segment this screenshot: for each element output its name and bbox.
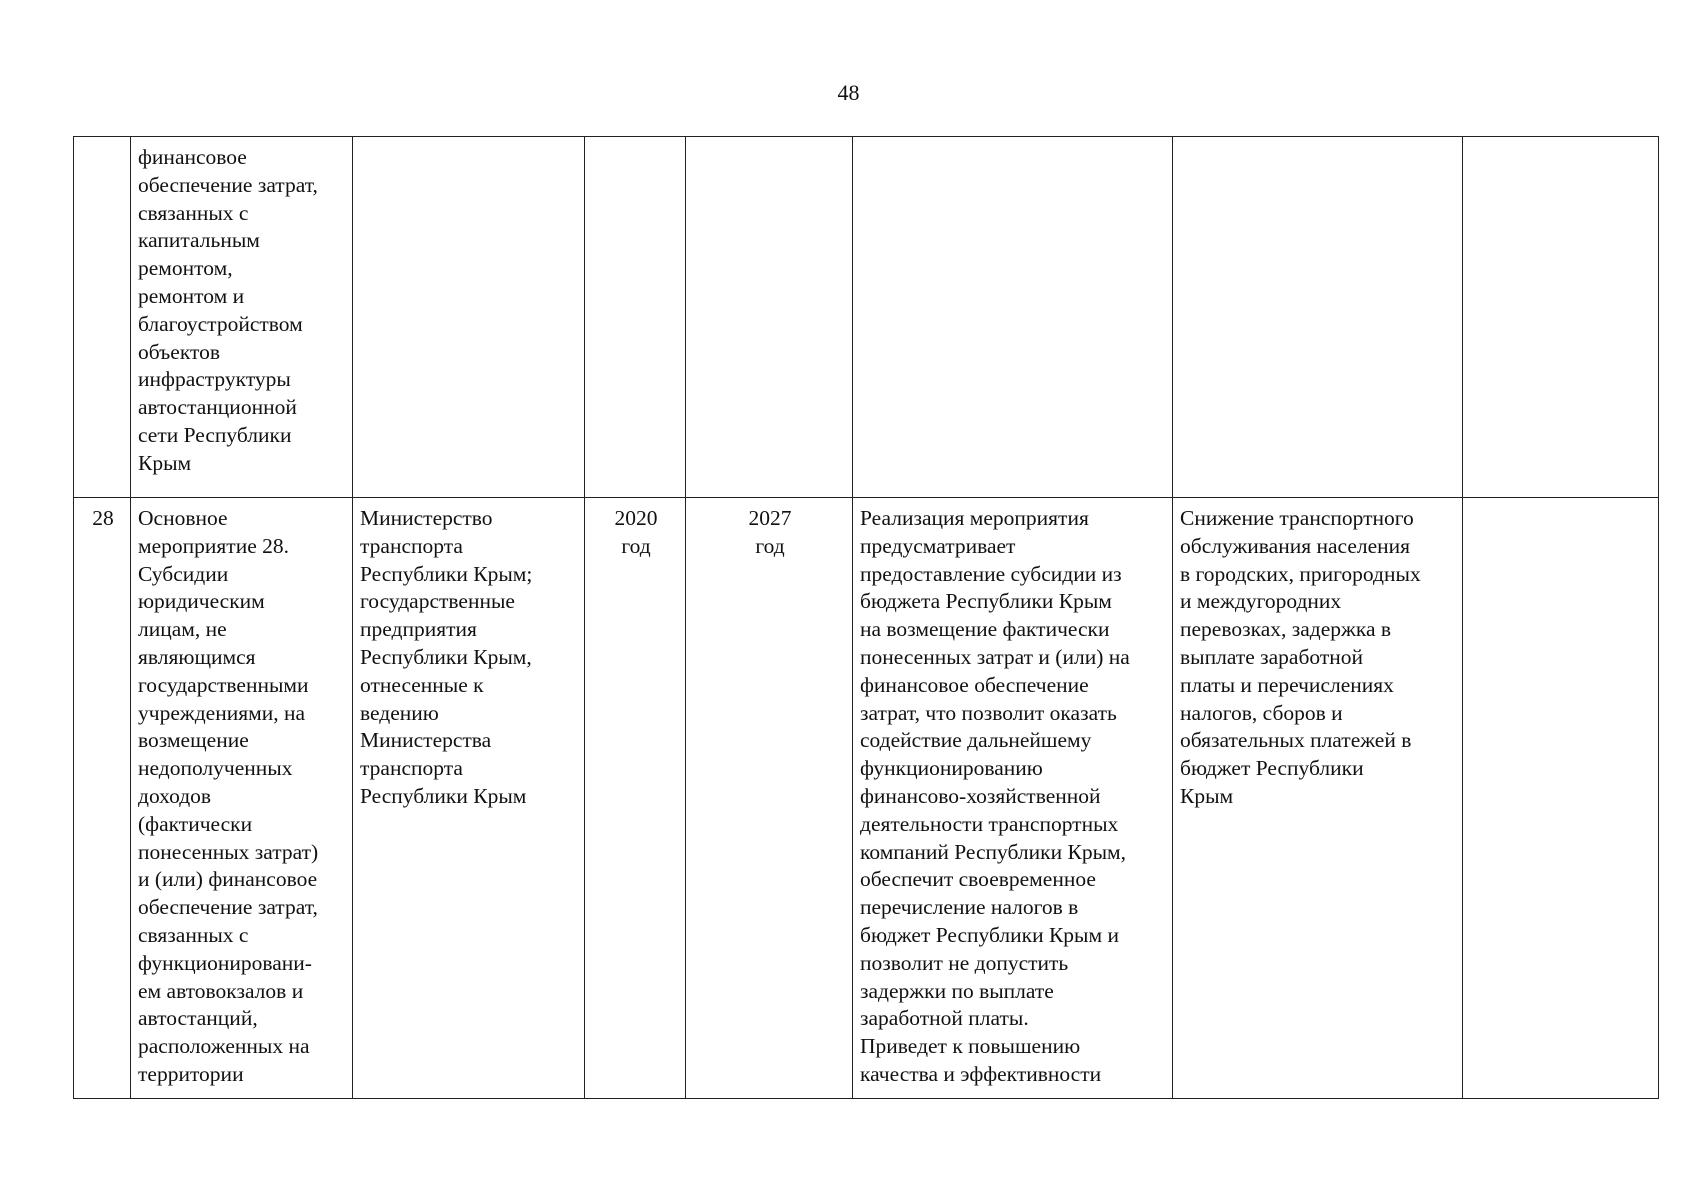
row-number-cell xyxy=(74,498,131,1099)
end-year-cell xyxy=(686,137,853,498)
link-cell xyxy=(1463,137,1659,498)
event-cell xyxy=(131,137,353,498)
page-number: 48 xyxy=(837,80,860,105)
consequences: Снижение транспортного обслуживания населения в городских, пригородных и междугородних перевозках, задержка в выплате заработной платы и перечислениях налогов, сборов и обязательных платежей в бюджет Республики Крым xyxy=(1180,506,1421,808)
executor-cell xyxy=(353,498,585,1099)
event-cell xyxy=(131,498,353,1099)
consequences-cell xyxy=(1173,498,1463,1099)
description-cell xyxy=(853,137,1173,498)
event-name: Основное мероприятие 28. Субсидии юридическим лицам, не являющимся государственными учреждениями, на возмещение недополученных доходов (фактически понесенных затрат) и (или) финансовое обеспечение затрат, связанных с функционировани- ем автовокзалов и автостанций, расположенных на территории xyxy=(138,506,319,1086)
end-year: 2027 год xyxy=(748,506,792,558)
start-year-cell xyxy=(585,498,686,1099)
table-row xyxy=(74,498,1659,1099)
link-cell xyxy=(1463,498,1659,1099)
consequences-cell xyxy=(1173,137,1463,498)
executor-cell xyxy=(353,137,585,498)
row-number-cell xyxy=(74,137,131,498)
row-number: 28 xyxy=(92,506,114,530)
description: Реализация мероприятия предусматривает предоставление субсидии из бюджета Республики Крым на возмещение фактически понесенных затрат и (или) на финансовое обеспечение затрат, что позволит оказать содействие дальнейшему функционированию финансово-хозяйственной деятельности транспортных компаний Республики Крым, обеспечит своевременное перечисление налогов в бюджет Республики Крым и позволит не допустить задержки по выплате заработной платы. Приведет к повышению качества и эффективности xyxy=(860,506,1130,1086)
table-row xyxy=(74,137,1659,498)
event-name: финансовое обеспечение затрат, связанных с капитальным ремонтом, ремонтом и благоустройством объектов инфраструктуры автостанционной сети Республики Крым xyxy=(138,145,318,475)
measures-table xyxy=(73,136,1659,1099)
end-year-cell xyxy=(686,498,853,1099)
executor: Министерство транспорта Республики Крым; государственные предприятия Республики Крым, отнесенные к ведению Министерства транспорта Республики Крым xyxy=(360,506,533,808)
start-year-cell xyxy=(585,137,686,498)
description-cell xyxy=(853,498,1173,1099)
start-year: 2020 год xyxy=(614,506,658,558)
